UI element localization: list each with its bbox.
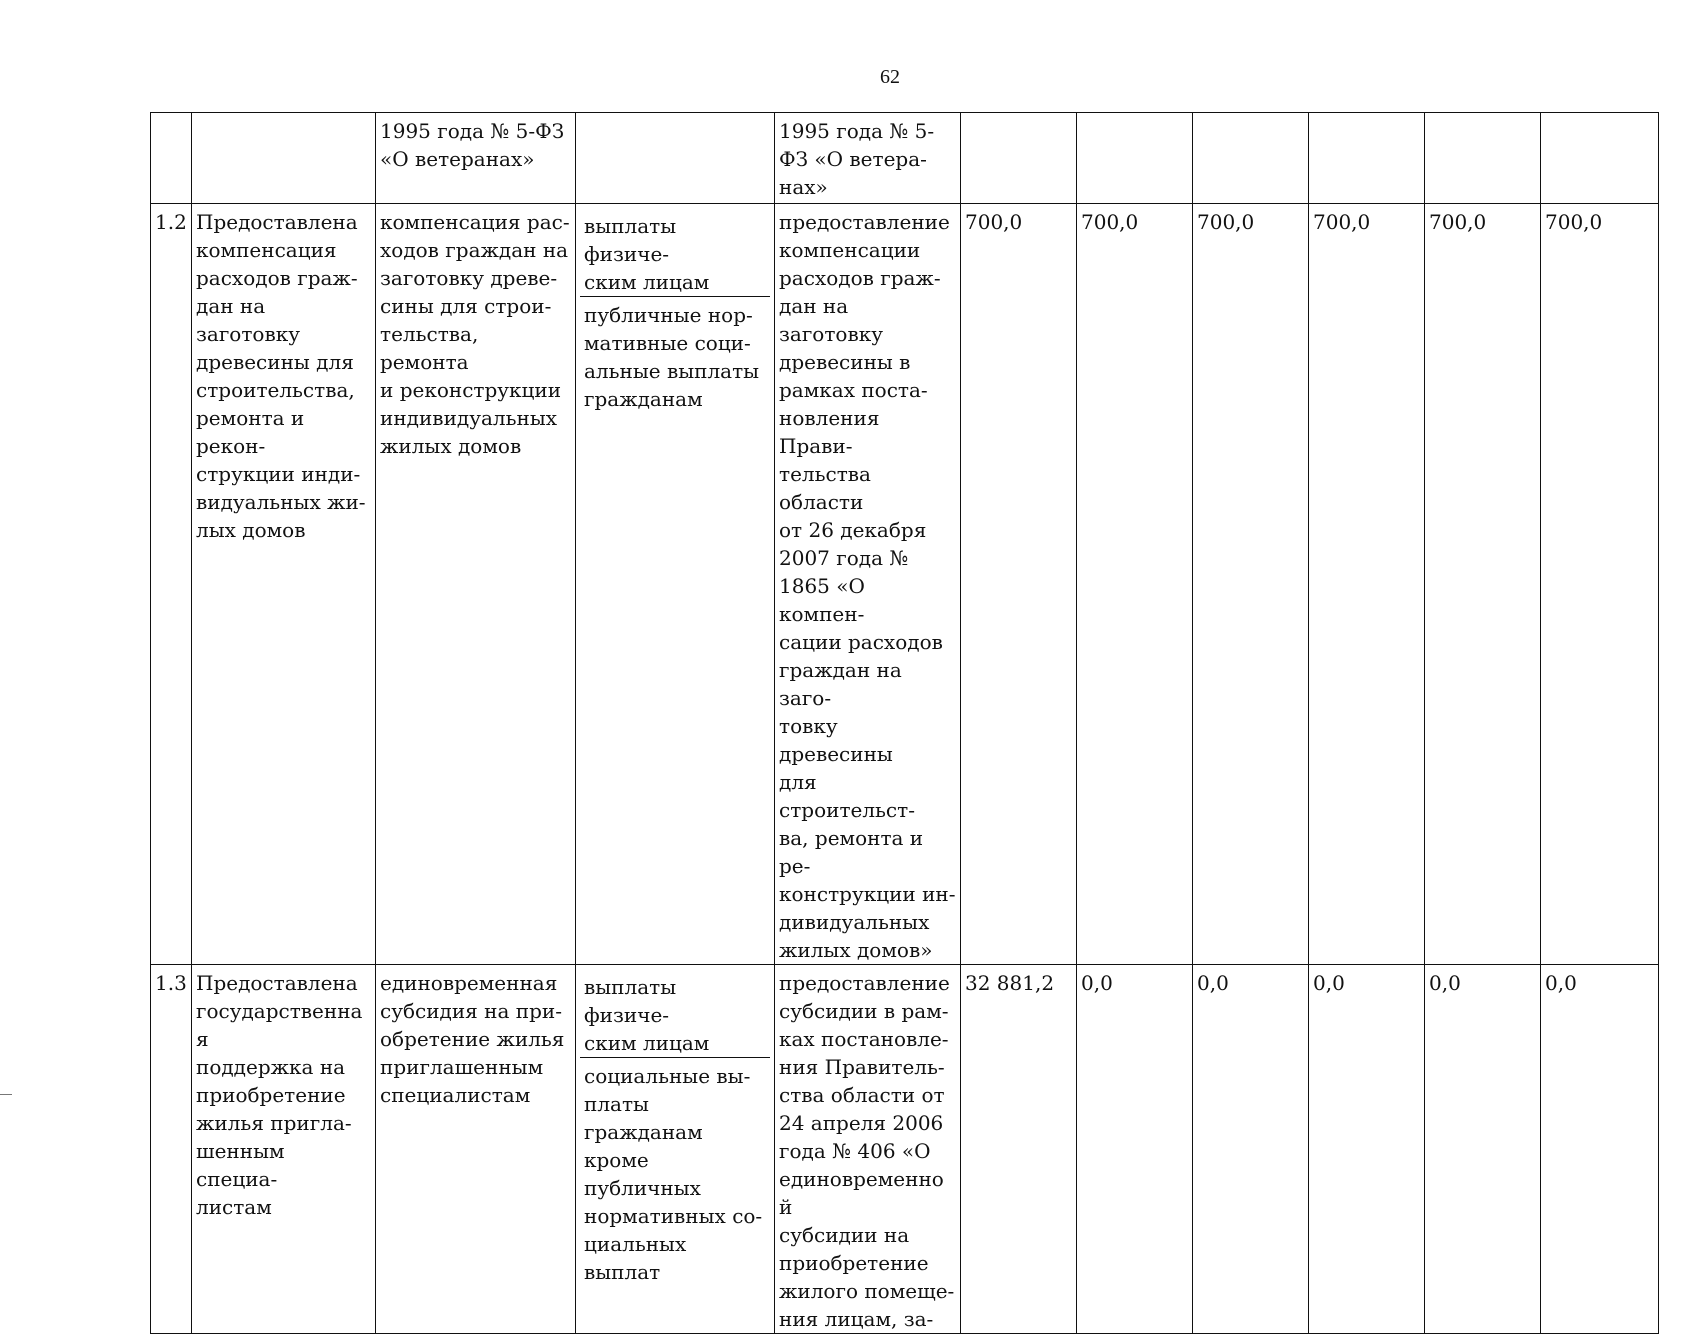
cell-basis: 1995 года № 5-ФЗ «О ветеранах» xyxy=(376,113,576,204)
measure-cell: единовременная субсидия на при- обретение жилья приглашенным специалистам xyxy=(376,965,576,1334)
value-cell: 0,0 xyxy=(1193,965,1309,1334)
result-cell: Предоставлена государственная поддержка на приобретение жилья пригла- шенным специа- листам xyxy=(192,965,376,1334)
cell-value xyxy=(1309,113,1425,204)
value-cell: 0,0 xyxy=(1425,965,1541,1334)
value-cell: 700,0 xyxy=(1193,204,1309,965)
scan-margin-mark xyxy=(0,1094,12,1095)
expense-subtype: публичные нор- мативные соци- альные выплаты гражданам xyxy=(584,303,760,411)
result-cell: Предоставлена компенсация расходов граж- дан на заготовку древесины для строительства, ремонта и рекон- струкции инди- видуальных жи- лых домов xyxy=(192,204,376,965)
page-number: 62 xyxy=(880,66,900,88)
value-cell: 700,0 xyxy=(1541,204,1659,965)
row-number: 1.2 xyxy=(151,204,192,965)
description-cell: предоставление субсидии в рам- ках постановле- ния Правитель- ства области от 24 апреля 2006 года № 406 «О единовременной субсидии на приобретение жилого помеще- ния лицам, за- xyxy=(775,965,961,1334)
table-row xyxy=(151,965,1659,1334)
table-row xyxy=(151,204,1659,965)
expense-type: выплаты физиче- ским лицам xyxy=(580,208,770,297)
value-cell: 0,0 xyxy=(1077,965,1193,1334)
expense-subtype: социальные вы- платы гражданам кроме публичных нормативных со- циальных выплат xyxy=(584,1064,763,1284)
value-cell: 32 881,2 xyxy=(961,965,1077,1334)
value-cell: 700,0 xyxy=(961,204,1077,965)
value-cell: 700,0 xyxy=(1425,204,1541,965)
cell-value xyxy=(1193,113,1309,204)
expense-type: выплаты физиче- ским лицам xyxy=(580,969,770,1058)
value-cell: 0,0 xyxy=(1541,965,1659,1334)
cell-num xyxy=(151,113,192,204)
cell-result xyxy=(192,113,376,204)
value-cell: 0,0 xyxy=(1309,965,1425,1334)
cell-value xyxy=(1541,113,1659,204)
cell-description: 1995 года № 5- ФЗ «О ветера- нах» xyxy=(775,113,961,204)
cell-expense-type xyxy=(576,113,775,204)
description-cell: предоставление компенсации расходов граж- дан на заготовку древесины в рамках поста- новления Прави- тельства области от 26 декабря 2007 года № 1865 «О компен- сации расходов граждан на заго- товку древесины для строительст- ва, ремонта и ре- конструкции ин- дивидуальных жилых домов» xyxy=(775,204,961,965)
table-row-continuation xyxy=(151,113,1659,204)
program-table xyxy=(150,112,1659,1334)
measure-cell: компенсация рас- ходов граждан на заготовку древе- сины для строи- тельства, ремонта и реконструкции индивидуальных жилых домов xyxy=(376,204,576,965)
cell-value xyxy=(961,113,1077,204)
cell-value xyxy=(1425,113,1541,204)
value-cell: 700,0 xyxy=(1309,204,1425,965)
row-number: 1.3 xyxy=(151,965,192,1334)
value-cell: 700,0 xyxy=(1077,204,1193,965)
expense-cell xyxy=(576,204,775,965)
cell-value xyxy=(1077,113,1193,204)
expense-cell xyxy=(576,965,775,1334)
